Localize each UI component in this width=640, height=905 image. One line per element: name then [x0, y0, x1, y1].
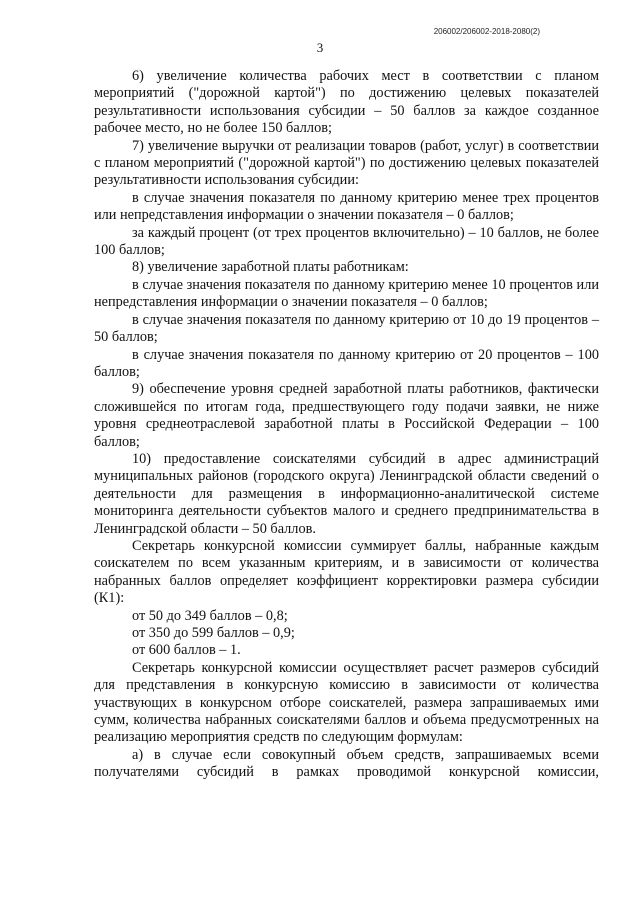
document-id: 206002/206002-2018-2080(2) [433, 27, 540, 36]
paragraph: 8) увеличение заработной платы работникам: [132, 259, 409, 276]
paragraph: Секретарь конкурсной комиссии осуществляет расчет размеров субсидий для представления в конкурсную комиссию в зависимости от количества участвующих в конкурсном отборе соискателей, размера запрашиваемых ими сумм, количества набранных соискателями баллов и объема предусмотренных на реализацию мероприятия средств по следующим формулам: [94, 659, 599, 746]
paragraph: 10) предоставление соискателями субсидий в адрес администраций муниципальных районов (городского округа) Ленинградской области сведений о деятельности для размещения в информационно-аналитической системе мониторинга деятельности субъектов малого и среднего предпринимательства в Ленинградской области – 50 баллов. [94, 450, 599, 537]
paragraph: Секретарь конкурсной комиссии суммирует баллы, набранные каждым соискателем по всем указанным критериям, и в зависимости от количества набранных баллов определяет коэффициент корректировки размера субсидии (К1): [94, 537, 599, 607]
paragraph: 6) увеличение количества рабочих мест в соответствии с планом мероприятий ("дорожной картой") по достижению целевых показателей результативности использования субсидии – 50 баллов за каждое созданное рабочее место, но не более 150 баллов; [94, 68, 599, 137]
paragraph: 7) увеличение выручки от реализации товаров (работ, услуг) в соответствии с планом мероприятий ("дорожной картой") по достижению целевых показателей результативности использования субсидии: [94, 137, 599, 189]
paragraph: за каждый процент (от трех процентов включительно) – 10 баллов, не более 100 баллов; [94, 224, 599, 259]
page-number: 3 [316, 40, 324, 55]
paragraph: от 600 баллов – 1. [132, 642, 241, 659]
paragraph: в случае значения показателя по данному критерию менее 10 процентов или непредставления информации о значении показателя – 0 баллов; [94, 276, 599, 311]
paragraph: а) в случае если совокупный объем средств, запрашиваемых всеми получателями субсидий в рамках проводимой конкурсной комиссии, [94, 746, 599, 781]
paragraph: в случае значения показателя по данному критерию от 10 до 19 процентов – 50 баллов; [94, 311, 599, 346]
document-body [94, 68, 599, 782]
paragraph: от 350 до 599 баллов – 0,9; [132, 625, 295, 641]
paragraph: 9) обеспечение уровня средней заработной платы работников, фактически сложившейся по итогам года, предшествующего году подачи заявки, не ниже уровня среднеотраслевой заработной платы в Российской Федерации – 100 баллов; [94, 381, 599, 450]
paragraph: от 50 до 349 баллов – 0,8; [132, 607, 288, 624]
paragraph: в случае значения показателя по данному критерию от 20 процентов – 100 баллов; [94, 346, 599, 380]
paragraph: в случае значения показателя по данному критерию менее трех процентов или непредставления информации о значении показателя – 0 баллов; [94, 189, 599, 224]
